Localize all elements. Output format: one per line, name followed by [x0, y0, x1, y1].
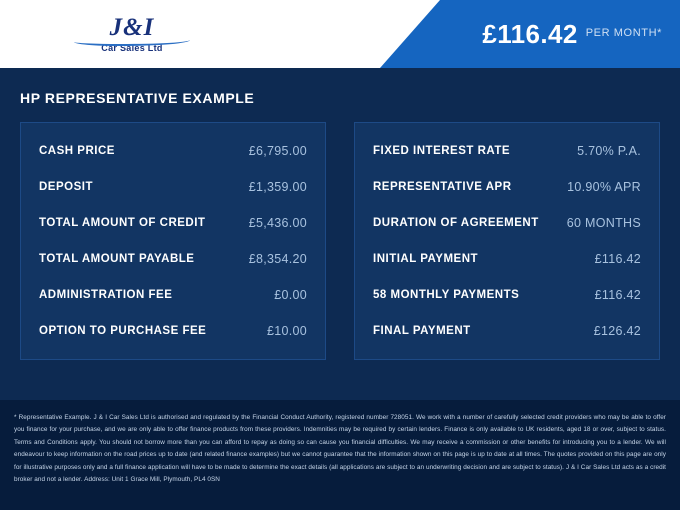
table-row — [21, 205, 325, 241]
page-title: HP REPRESENTATIVE EXAMPLE — [20, 90, 255, 106]
logo-main-text: J&I — [109, 14, 155, 41]
table-row — [355, 313, 659, 349]
finance-details-panels — [0, 106, 680, 360]
row-value: £1,359.00 — [248, 180, 307, 194]
table-row — [21, 169, 325, 205]
row-label: REPRESENTATIVE APR — [373, 181, 512, 193]
row-label: 58 MONTHLY PAYMENTS — [373, 289, 520, 301]
row-label: DEPOSIT — [39, 181, 93, 193]
company-logo — [72, 10, 192, 58]
monthly-price — [482, 0, 662, 68]
row-label: OPTION TO PURCHASE FEE — [39, 325, 207, 337]
table-row — [21, 241, 325, 277]
row-value: £8,354.20 — [248, 252, 307, 266]
row-value: 5.70% P.A. — [577, 144, 641, 158]
table-row — [355, 205, 659, 241]
row-value: 60 MONTHS — [566, 216, 641, 230]
table-row — [21, 277, 325, 313]
row-label: TOTAL AMOUNT PAYABLE — [39, 253, 195, 265]
row-value: £126.42 — [593, 324, 641, 338]
row-value: £6,795.00 — [248, 144, 307, 158]
row-value: £116.42 — [594, 288, 641, 302]
row-value: £0.00 — [274, 288, 307, 302]
price-amount: £116.42 — [482, 18, 578, 49]
row-value: £5,436.00 — [248, 216, 307, 230]
row-value: 10.90% APR — [567, 180, 641, 194]
logo-sub-text: Car Sales Ltd — [101, 43, 163, 53]
row-label: ADMINISTRATION FEE — [39, 289, 173, 301]
table-row — [355, 133, 659, 169]
table-row — [21, 133, 325, 169]
left-details-panel — [20, 122, 326, 360]
price-period: PER MONTH* — [585, 27, 662, 39]
page-header — [0, 0, 680, 68]
row-label: CASH PRICE — [39, 145, 115, 157]
table-row — [21, 313, 325, 349]
row-label: FIXED INTEREST RATE — [373, 145, 511, 157]
footer-disclaimer — [0, 400, 680, 510]
disclaimer-text: * Representative Example. J & I Car Sales Ltd is authorised and regulated by the Financial Conduct Authority, registered number 728051. We work with a number of carefully selected credit providers who may be able to offer you finance for your purchase, and we are only able to offer finance products from these providers. Indemnities may be required by certain lenders. Finance is only available to UK residents, aged 18 or over, subject to status. Terms and Conditions apply. You should not borrow more than you can afford to repay as doing so can cause you financial difficulties. We may receive a commission or other benefits for introducing you to a lender. We will endeavour to keep information on the road prices up to date (and related finance examples) but we cannot guarantee that the information shown on this page is up to date at all times. The quotes provided on this page are only for illustrative purposes only and a full finance application will have to be made to determine the exact details (all applications are subject to an underwriting decision and are subject to status). J & I Car Sales Ltd acts as a credit broker and not a lender. Address: Unit 1 Grace Mill, Plymouth, PL4 0SN — [14, 414, 666, 484]
row-label: DURATION OF AGREEMENT — [373, 217, 539, 229]
table-row — [355, 241, 659, 277]
row-label: INITIAL PAYMENT — [373, 253, 479, 265]
row-label: FINAL PAYMENT — [373, 325, 471, 337]
table-row — [355, 169, 659, 205]
table-row — [355, 277, 659, 313]
row-value: £116.42 — [594, 252, 641, 266]
right-details-panel — [354, 122, 660, 360]
row-value: £10.00 — [266, 324, 307, 338]
row-label: TOTAL AMOUNT OF CREDIT — [39, 217, 206, 229]
logo-swoosh-icon — [74, 36, 190, 46]
